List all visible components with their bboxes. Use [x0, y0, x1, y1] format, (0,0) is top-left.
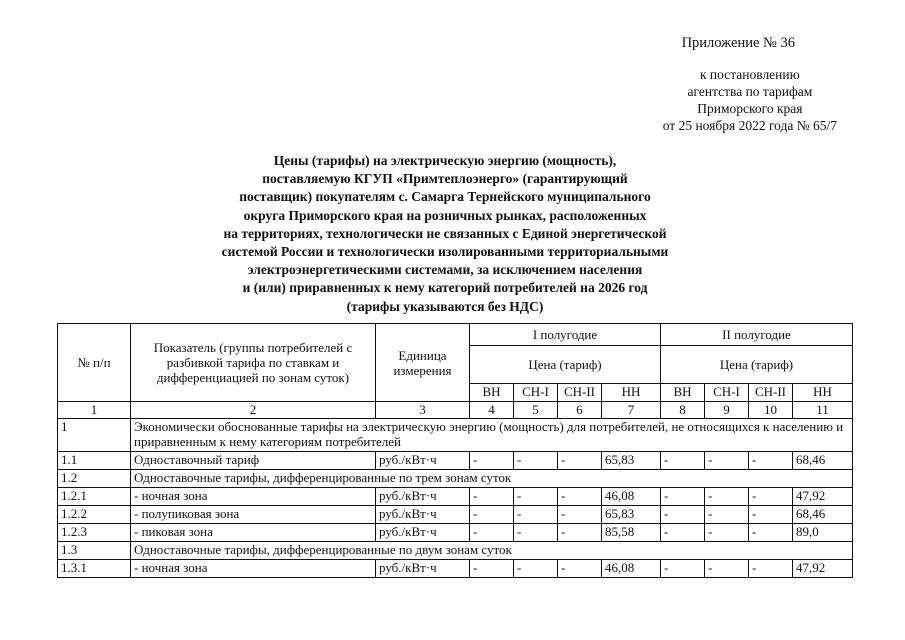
tariff-cell: -: [514, 452, 558, 470]
row-number: 1: [58, 419, 131, 452]
column-number: 3: [376, 402, 470, 419]
table-row: [58, 542, 853, 560]
tariff-cell: -: [514, 506, 558, 524]
unit-cell: руб./кВт·ч: [376, 524, 470, 542]
resolution-reference: [663, 66, 837, 134]
section-heading: Одноставочные тарифы, дифференцированные по трем зонам суток: [131, 470, 853, 488]
tariff-cell: -: [514, 488, 558, 506]
column-number: 1: [58, 402, 131, 419]
table-row: [58, 419, 853, 452]
unit-cell: руб./кВт·ч: [376, 452, 470, 470]
tariff-cell: -: [470, 524, 514, 542]
appendix-label: Приложение № 36: [681, 35, 795, 51]
tariff-cell: -: [558, 524, 602, 542]
header-first-half: I полугодие: [470, 324, 661, 346]
row-number: 1.2.3: [58, 524, 131, 542]
tariff-cell: -: [749, 452, 793, 470]
indicator-name: - ночная зона: [131, 560, 376, 578]
tariff-cell: 46,08: [602, 560, 661, 578]
header-unit: Единица измерения: [376, 324, 470, 402]
header-level-sn2: СН-II: [749, 384, 793, 402]
header-price-first-half: Цена (тариф): [470, 346, 661, 384]
title-line: (тарифы указываются без НДС): [346, 298, 544, 314]
tariff-cell: -: [705, 524, 749, 542]
section-heading: Одноставочные тарифы, дифференцированные по двум зонам суток: [131, 542, 853, 560]
title-line: системой России и технологически изолированными территориальными: [221, 244, 669, 260]
row-number: 1.1: [58, 452, 131, 470]
reference-line: агентства по тарифам: [687, 84, 813, 99]
title-line: и (или) приравненных к нему категорий потребителей на 2026 год: [242, 280, 648, 296]
title-line: электроэнергетическими системами, за исключением населения: [247, 262, 643, 278]
tariff-cell: -: [705, 560, 749, 578]
tariff-cell: 89,0: [793, 524, 853, 542]
tariff-cell: -: [558, 560, 602, 578]
tariff-cell: -: [749, 560, 793, 578]
column-number: 10: [749, 402, 793, 419]
tariff-cell: -: [661, 488, 705, 506]
title-line: поставщик) покупателям с. Самарга Тернейского муниципального: [239, 189, 651, 205]
tariff-cell: 46,08: [602, 488, 661, 506]
header-indicator: Показатель (группы потребителей с разбивкой тарифа по ставкам и дифференциацией по зонам суток): [131, 324, 376, 402]
title-line: Цены (тарифы) на электрическую энергию (мощность),: [273, 153, 617, 168]
tariff-cell: -: [661, 524, 705, 542]
tariff-cell: -: [705, 506, 749, 524]
row-number: 1.2: [58, 470, 131, 488]
tariff-cell: 85,58: [602, 524, 661, 542]
header-level-sn1: СН-I: [514, 384, 558, 402]
title-line: на территориях, технологически не связанных с Единой энергетической: [223, 225, 667, 241]
unit-cell: руб./кВт·ч: [376, 488, 470, 506]
column-number-row: [58, 402, 853, 419]
tariff-cell: -: [514, 524, 558, 542]
tariff-cell: -: [558, 488, 602, 506]
tariff-cell: -: [514, 560, 558, 578]
tariff-cell: -: [749, 506, 793, 524]
reference-line: к постановлению: [699, 67, 800, 82]
column-number: 6: [558, 402, 602, 419]
tariff-cell: -: [661, 452, 705, 470]
unit-cell: руб./кВт·ч: [376, 506, 470, 524]
tariff-cell: 68,46: [793, 452, 853, 470]
row-number: 1.2.1: [58, 488, 131, 506]
tariff-cell: -: [749, 488, 793, 506]
indicator-name: - пиковая зона: [131, 524, 376, 542]
indicator-name: - полупиковая зона: [131, 506, 376, 524]
table-row: [58, 506, 853, 524]
tariff-cell: -: [749, 524, 793, 542]
column-number: 8: [661, 402, 705, 419]
header-level-vn: ВН: [470, 384, 514, 402]
tariff-cell: -: [705, 452, 749, 470]
tariff-cell: 68,46: [793, 506, 853, 524]
tariff-cell: -: [705, 488, 749, 506]
title-line: поставляемую КГУП «Примтеплоэнерго» (гарантирующий: [262, 171, 628, 187]
column-number: 2: [131, 402, 376, 419]
tariff-cell: 65,83: [602, 506, 661, 524]
tariff-cell: -: [661, 560, 705, 578]
tariff-cell: -: [470, 488, 514, 506]
header-level-sn1: СН-I: [705, 384, 749, 402]
tariff-cell: -: [470, 506, 514, 524]
indicator-name: Одноставочный тариф: [131, 452, 376, 470]
column-number: 11: [793, 402, 853, 419]
table-row: [58, 560, 853, 578]
table-row: [58, 524, 853, 542]
document-title: [165, 152, 725, 316]
row-number: 1.3.1: [58, 560, 131, 578]
title-line: округа Приморского края на розничных рынках, расположенных: [243, 207, 647, 223]
unit-cell: руб./кВт·ч: [376, 560, 470, 578]
column-number: 4: [470, 402, 514, 419]
table-row: [58, 452, 853, 470]
header-level-vn: ВН: [661, 384, 705, 402]
section-heading: Экономически обоснованные тарифы на электрическую энергию (мощность) для потребителей, не относящихся к населению и приравненным к нему категориям потребителей: [131, 419, 853, 452]
header-level-sn2: СН-II: [558, 384, 602, 402]
row-number: 1.3: [58, 542, 131, 560]
indicator-name: - ночная зона: [131, 488, 376, 506]
table-row: [58, 470, 853, 488]
tariff-cell: 65,83: [602, 452, 661, 470]
header-level-nn: НН: [793, 384, 853, 402]
tariff-cell: -: [470, 560, 514, 578]
tariff-table: [57, 323, 853, 578]
column-number: 5: [514, 402, 558, 419]
row-number: 1.2.2: [58, 506, 131, 524]
column-number: 9: [705, 402, 749, 419]
header-price-second-half: Цена (тариф): [661, 346, 853, 384]
tariff-cell: 47,92: [793, 488, 853, 506]
column-number: 7: [602, 402, 661, 419]
header-second-half: II полугодие: [661, 324, 853, 346]
tariff-cell: -: [558, 506, 602, 524]
header-level-nn: НН: [602, 384, 661, 402]
reference-line: Приморского края: [697, 101, 803, 116]
tariff-cell: 47,92: [793, 560, 853, 578]
tariff-cell: -: [661, 506, 705, 524]
header-number: № п/п: [58, 324, 131, 402]
tariff-cell: -: [470, 452, 514, 470]
tariff-cell: -: [558, 452, 602, 470]
reference-line: от 25 ноября 2022 года № 65/7: [662, 118, 837, 133]
table-row: [58, 488, 853, 506]
